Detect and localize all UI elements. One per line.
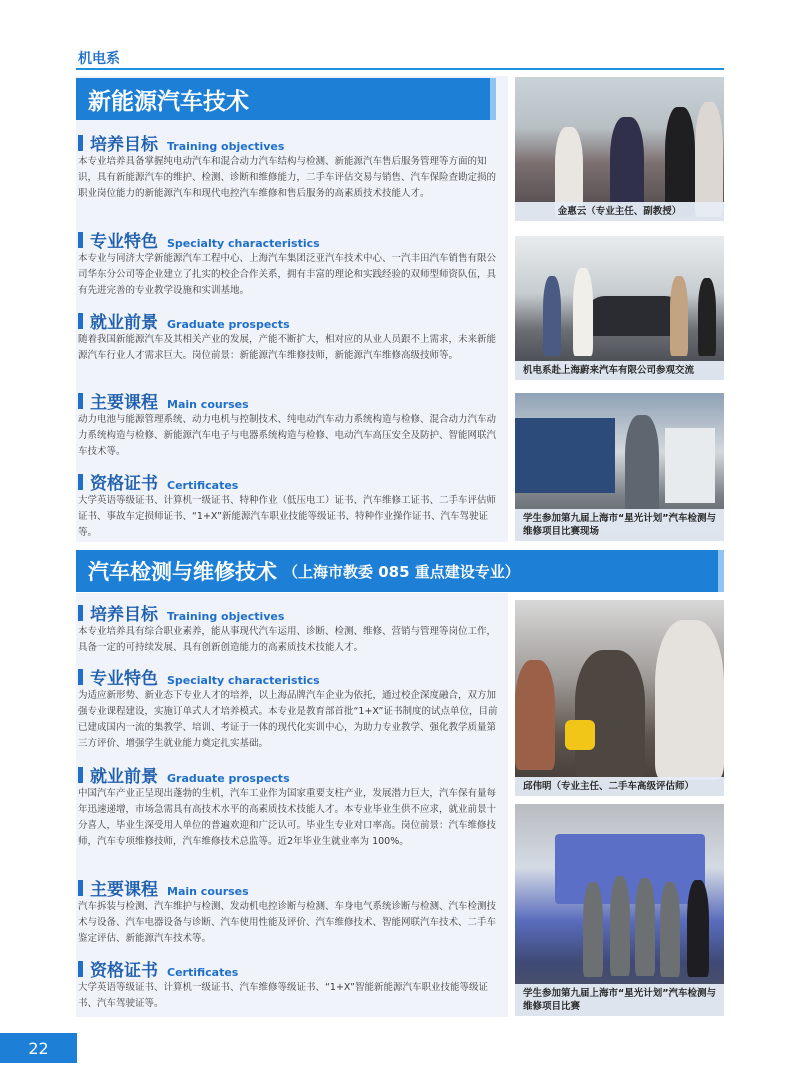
section2-title-banner [76,550,718,592]
banner-accent [490,78,496,120]
photo-caption: 学生参加第九届上海市“星光计划”汽车检测与维修项目比赛现场 [515,509,724,541]
heading-bar [78,880,83,896]
photo-caption: 金惠云（专业主任、副教授） [515,202,724,221]
heading-en: Specialty characteristics [167,237,320,250]
heading-bar [78,313,83,329]
heading-zh: 专业特色 [90,669,158,689]
heading-zh: 培养目标 [90,605,158,625]
s1-text-prospects: 随着我国新能源汽车及其相关产业的发展，产能不断扩大，相对应的从业人员跟不上需求，未来新能源汽车行业人才需求巨大。岗位前景：新能源汽车维修技师，新能源汽车维修高级技师等。 [78,334,497,361]
heading-en: Specialty characteristics [167,674,320,687]
heading-en: Graduate prospects [167,772,290,785]
section1-title: 新能源汽车技术 [88,88,249,115]
s1-heading-characteristics [78,227,320,252]
photo-image [515,600,724,796]
heading-zh: 资格证书 [90,961,158,981]
s1-text-courses: 动力电池与能源管理系统、动力电机与控制技术、纯电动汽车动力系统构造与检修、混合动力汽车动力系统构造与检修、新能源汽车电子与电器系统构造与检修、电动汽车高压安全及防护、智能网联汽车技术等。 [78,414,497,457]
s2-text-certificates: 大学英语等级证书、计算机一级证书、汽车维修等级证书、“1+X”智能新能源汽车职业技能等级证书、汽车驾驶证等。 [78,982,488,1009]
section2-title: 汽车检测与维修技术 [88,560,277,584]
heading-zh: 就业前景 [90,313,158,333]
photo-professor-jin [515,77,724,221]
heading-bar [78,669,83,685]
s1-heading-objectives [78,130,284,155]
heading-zh: 主要课程 [90,393,158,413]
heading-zh: 资格证书 [90,474,158,494]
s2-heading-certificates [78,956,238,981]
s1-heading-certificates [78,469,238,494]
banner-accent [718,550,724,592]
heading-zh: 就业前景 [90,767,158,787]
s2-text-courses: 汽车拆装与检测、汽车维护与检测、发动机电控诊断与检测、车身电气系统诊断与检测、汽车检测技术与设备、汽车电器设备与诊断、汽车使用性能及评价、汽车维修技术、智能网联汽车技术、二手车鉴定评估、新能源汽车技术等。 [78,901,497,944]
heading-bar [78,605,83,621]
heading-zh: 主要课程 [90,880,158,900]
heading-en: Certificates [167,966,239,979]
heading-zh: 专业特色 [90,232,158,252]
photo-caption: 机电系赴上海蔚来汽车有限公司参观交流 [515,361,724,380]
heading-en: Certificates [167,479,239,492]
heading-bar [78,961,83,977]
heading-en: Graduate prospects [167,318,290,331]
s1-text-certificates: 大学英语等级证书、计算机一级证书、特种作业（低压电工）证书、汽车维修工证书、二手车评估师证书、事故车定损师证书、“1+X”新能源汽车职业技能等级证书、特种作业操作证书、汽车驾驶证等。 [78,495,497,538]
s1-text-objectives: 本专业培养具备掌握纯电动汽车和混合动力汽车结构与检测、新能源汽车售后服务管理等方面的知识，具有新能源汽车的维护、检测、诊断和维修能力，二手车评估交易与销售、汽车保险查勘定损的职业岗位能力的新能源汽车和现代电控汽车维修和售后服务的高素质技术技能人才。 [78,156,497,199]
photo-image [515,236,724,380]
photo-competition-team [515,804,724,1016]
section1-title-banner [76,78,490,120]
section2-subtitle: （上海市教委 085 重点建设专业） [283,562,520,581]
heading-bar [78,232,83,248]
photo-competition-scene [515,393,724,541]
heading-bar [78,474,83,490]
header-divider [76,68,724,70]
photo-image [515,77,724,221]
s2-text-prospects: 中国汽车产业正呈现出蓬勃的生机，汽车工业作为国家重要支柱产业，发展潜力巨大，汽车保有量每年迅速递增，市场急需具有高技术水平的高素质技术技能人才。本专业毕业生供不应求，就业前景十分喜人，毕业生深受用人单位的普遍欢迎和广泛认可。毕业生专业对口率高。岗位前景：汽车维修技师，汽车专项维修技师，汽车维修技术总监等。近2年毕业生就业率为 100%。 [78,788,497,847]
photo-caption: 学生参加第九届上海市“星光计划”汽车检测与维修项目比赛 [515,984,724,1016]
photo-nio-visit [515,236,724,380]
photo-caption: 邱伟明（专业主任、二手车高级评估师） [515,777,724,796]
department-label: 机电系 [78,51,120,67]
heading-en: Training objectives [167,140,285,153]
heading-en: Main courses [167,885,249,898]
s1-text-characteristics: 本专业与同济大学新能源汽车工程中心、上海汽车集团泛亚汽车技术中心、一汽丰田汽车销售有限公司华东分公司等企业建立了扎实的校企合作关系，拥有丰富的理论和实践经验的双师型师资队伍，具有先进完善的专业教学设施和实训基地。 [78,253,497,296]
s2-text-characteristics: 为适应新形势、新业态下专业人才的培养，以上海品牌汽车企业为依托，通过校企深度融合，双方加强专业课程建设，实施订单式人才培养模式。本专业是教育部首批“1+X”证书制度的试点单位，目前已建成国内一流的集教学、培训、考证于一体的现代化实训中心，为助力专业教学、强化教学质量第三方评价、增强学生就业能力奠定扎实基础。 [78,690,498,749]
s2-heading-characteristics [78,664,320,689]
s1-heading-courses [78,388,249,413]
heading-bar [78,135,83,151]
page-number: 22 [0,1033,77,1063]
photo-teacher-qiu [515,600,724,796]
s2-heading-objectives [78,600,284,625]
heading-bar [78,393,83,409]
s1-heading-prospects [78,308,290,333]
heading-bar [78,767,83,783]
s2-text-objectives: 本专业培养具有综合职业素养，能从事现代汽车运用、诊断、检测、维修、营销与管理等岗位工作，具备一定的可持续发展、具有创新创造能力的高素质技术技能人才。 [78,626,497,653]
heading-en: Training objectives [167,610,285,623]
heading-zh: 培养目标 [90,135,158,155]
s2-heading-courses [78,875,249,900]
s2-heading-prospects [78,762,290,787]
heading-en: Main courses [167,398,249,411]
